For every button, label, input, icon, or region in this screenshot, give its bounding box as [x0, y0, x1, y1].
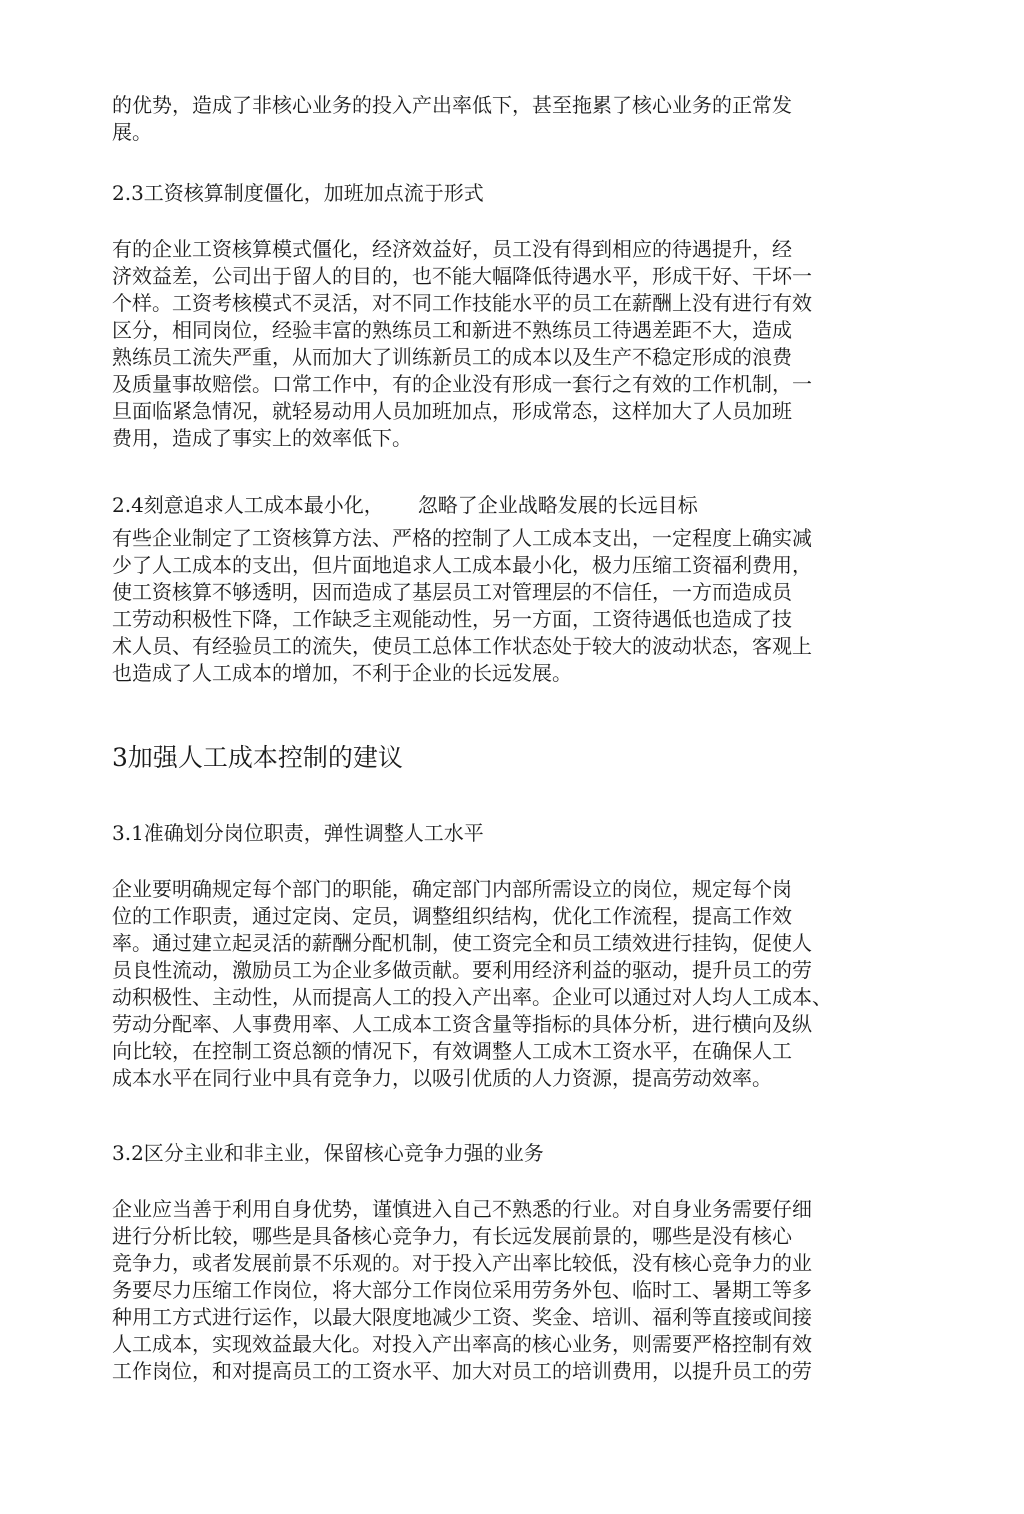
text-line: 有的企业工资核算模式僵化，经济效益好，员工没有得到相应的待遇提升，经 [112, 237, 792, 261]
section-heading: 2.3工资核算制度僵化，加班加点流于形式 [112, 181, 484, 205]
section-3-2-paragraph [112, 1196, 902, 1385]
intro-paragraph [112, 92, 902, 146]
chapter-3-heading [112, 742, 902, 774]
text-line: 员良性流动，激励员工为企业多做贡献。要利用经济利益的驱动，提升员工的劳 [112, 958, 812, 982]
section-3-2-heading [112, 1140, 902, 1167]
section-3-1-paragraph [112, 876, 902, 1092]
text-line: 使工资核算不够透明，因而造成了基层员工对管理层的不信任，一方而造成员 [112, 580, 792, 604]
text-line: 区分，相同岗位，经验丰富的熟练员工和新进不熟练员工待遇差距不大，造成 [112, 318, 792, 342]
section-2-3-heading [112, 180, 902, 207]
section-heading: 3.2区分主业和非主业，保留核心竞争力强的业务 [112, 1141, 544, 1165]
text-line: 的优势，造成了非核心业务的投入产出率低下，甚至拖累了核心业务的正常发 [112, 93, 792, 117]
section-2-3-paragraph [112, 236, 902, 452]
text-line: 个样。工资考核模式不灵活，对不同工作技能水平的员工在薪酬上没有进行有效 [112, 291, 812, 315]
text-line: 向比较，在控制工资总额的情况下，有效调整人工成木工资水平，在确保人工 [112, 1039, 792, 1063]
text-line: 进行分析比较，哪些是具备核心竞争力，有长远发展前景的，哪些是没有核心 [112, 1224, 792, 1248]
text-line: 位的工作职责，通过定岗、定员，调整组织结构，优化工作流程，提高工作效 [112, 904, 792, 928]
section-heading [112, 492, 902, 519]
text-line: 熟练员工流失严重，从而加大了训练新员工的成本以及生产不稳定形成的浪费 [112, 345, 792, 369]
text-line: 也造成了人工成本的增加，不利于企业的长远发展。 [112, 661, 572, 685]
text-line: 少了人工成本的支出，但片面地追求人工成本最小化，极力压缩工资福利费用， [112, 553, 812, 577]
text-line: 动积极性、主动性，从而提高人工的投入产出率。企业可以通过对人均人工成本、 [112, 985, 832, 1009]
text-line: 展。 [112, 120, 152, 144]
text-line: 竞争力，或者发展前景不乐观的。对于投入产出率比较低，没有核心竞争力的业 [112, 1251, 812, 1275]
chapter-heading: 3加强人工成本控制的建议 [112, 743, 403, 772]
text-line: 种用工方式进行运作，以最大限度地减少工资、奖金、培训、福利等直接或间接 [112, 1305, 812, 1329]
text-line: 成本水平在同行业中具有竞争力，以吸引优质的人力资源，提高劳动效率。 [112, 1066, 772, 1090]
section-heading: 3.1准确划分岗位职责，弹性调整人工水平 [112, 821, 484, 845]
text-line: 有些企业制定了工资核算方法、严格的控制了人工成本支出，一定程度上确实减 [112, 526, 812, 550]
text-line: 务要尽力压缩工作岗位，将大部分工作岗位采用劳务外包、临时工、暑期工等多 [112, 1278, 812, 1302]
text-line: 术人员、有经验员工的流失，使员工总体工作状态处于较大的波动状态，客观上 [112, 634, 812, 658]
section-2-4-heading [112, 492, 902, 519]
text-line: 企业应当善于利用自身优势，谨慎进入自己不熟悉的行业。对自身业务需要仔细 [112, 1197, 812, 1221]
text-line: 旦面临紧急情况，就轻易动用人员加班加点，形成常态，这样加大了人员加班 [112, 399, 792, 423]
section-2-4-paragraph [112, 525, 902, 687]
text-line: 率。通过建立起灵活的薪酬分配机制，使工资完全和员工绩效进行挂钩，促使人 [112, 931, 812, 955]
section-heading-part2: 忽略了企业战略发展的长远目标 [417, 493, 698, 517]
section-heading-part1: 2.4刻意追求人工成本最小化， [112, 493, 384, 517]
section-3-1-heading [112, 820, 902, 847]
text-line: 及质量事故赔偿。口常工作中，有的企业没有形成一套行之有效的工作机制，一 [112, 372, 812, 396]
text-line: 费用，造成了事实上的效率低下。 [112, 426, 412, 450]
text-line: 济效益差，公司出于留人的目的，也不能大幅降低待遇水平，形成干好、干坏一 [112, 264, 812, 288]
text-line: 工作岗位，和对提高员工的工资水平、加大对员工的培训费用，以提升员工的劳 [112, 1359, 812, 1383]
text-line: 工劳动积极性下降，工作缺乏主观能动性，另一方面，工资待遇低也造成了技 [112, 607, 792, 631]
text-line: 企业要明确规定每个部门的职能，确定部门内部所需设立的岗位，规定每个岗 [112, 877, 792, 901]
text-line: 劳动分配率、人事费用率、人工成本工资含量等指标的具体分析，进行横向及纵 [112, 1012, 812, 1036]
text-line: 人工成本，实现效益最大化。对投入产出率高的核心业务，则需要严格控制有效 [112, 1332, 812, 1356]
